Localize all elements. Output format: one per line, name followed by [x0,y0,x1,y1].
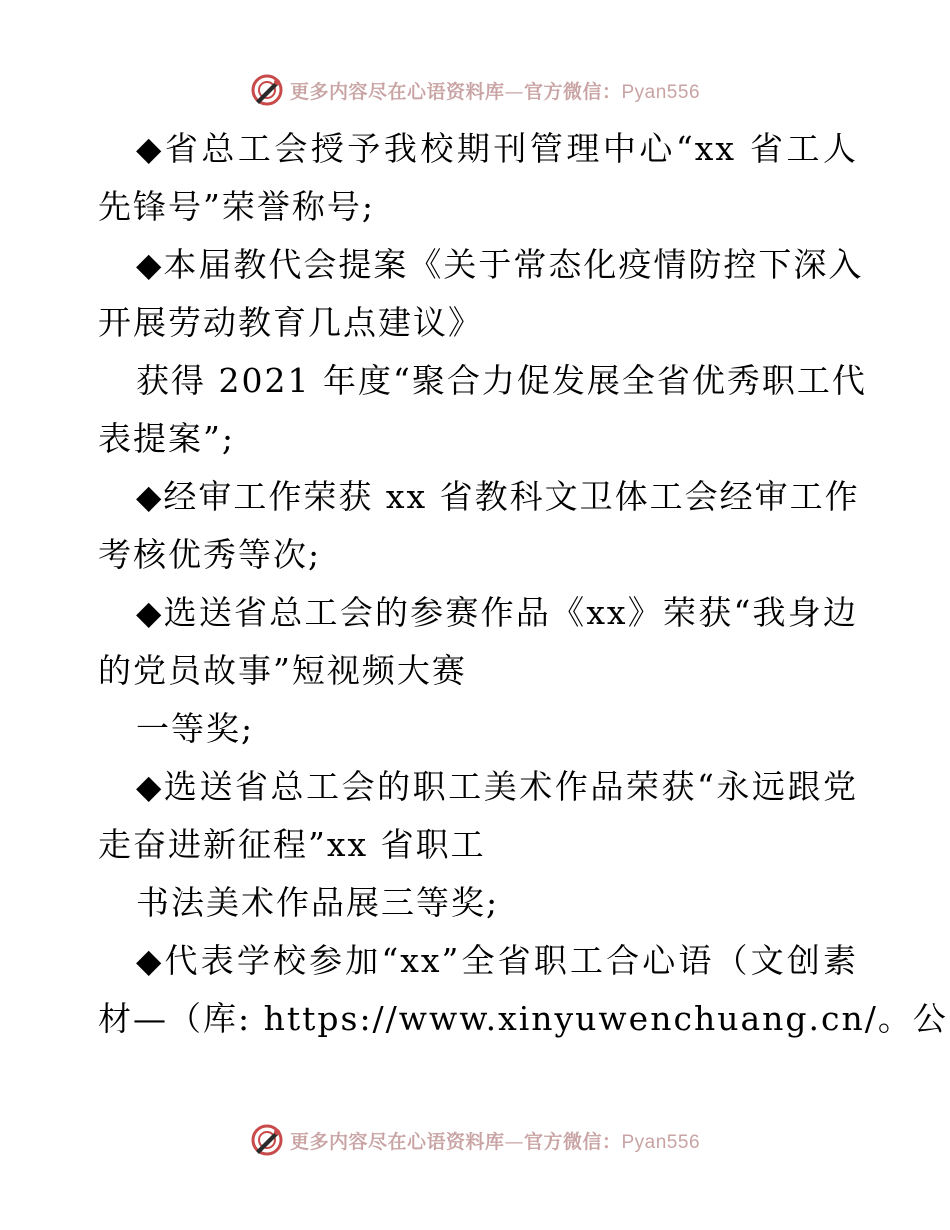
footer-contact-label: 官方微信： [523,1130,622,1153]
text-line: 材—（库: https://www.xinyuwenchuang.cn/。公 [98,999,948,1038]
text-line: 获得 2021 年度“聚合力促发展全省优秀职工代 [136,361,867,400]
text-line: 先锋号”荣誉称号; [98,187,375,226]
text-line: 的党员故事”短视频大赛 [98,651,467,690]
footer-watermark [0,1120,950,1160]
text-line: ◆经审工作荣获 xx 省教科文卫体工会经审工作 [136,477,860,516]
text-line: ◆代表学校参加“xx”全省职工合心语（文创素 [136,941,858,980]
footer-separator: — [504,1130,524,1153]
text-line: 书法美术作品展三等奖; [136,883,500,922]
brand-logo-icon [250,1123,284,1157]
text-line: ◆本届教代会提案《关于常态化疫情防控下深入 [136,245,864,284]
text-line: 考核优秀等次; [98,535,322,574]
footer-brand-text: 更多内容尽在心语资料库 [289,1130,505,1153]
header-contact-label: 官方微信： [523,80,622,103]
text-line: 表提案”; [98,419,235,458]
text-line: 开展劳动教育几点建议》 [98,303,483,342]
brand-logo-icon [250,73,284,107]
header-contact-id: Pyan556 [621,81,701,103]
footer-watermark-text [290,1127,700,1154]
text-line: ◆选送省总工会的参赛作品《xx》荣获“我身边 [136,593,858,632]
footer-contact-id: Pyan556 [621,1131,701,1153]
header-watermark [0,70,950,110]
text-line: ◆选送省总工会的职工美术作品荣获“永远跟党 [136,767,858,806]
header-watermark-text [290,77,700,104]
header-brand-text: 更多内容尽在心语资料库 [289,80,505,103]
document-body [98,120,948,1048]
text-line: 一等奖; [136,709,255,748]
header-separator: — [504,80,524,103]
text-line: ◆省总工会授予我校期刊管理中心“xx 省工人 [136,129,858,168]
text-line: 走奋进新征程”xx 省职工 [98,825,486,864]
